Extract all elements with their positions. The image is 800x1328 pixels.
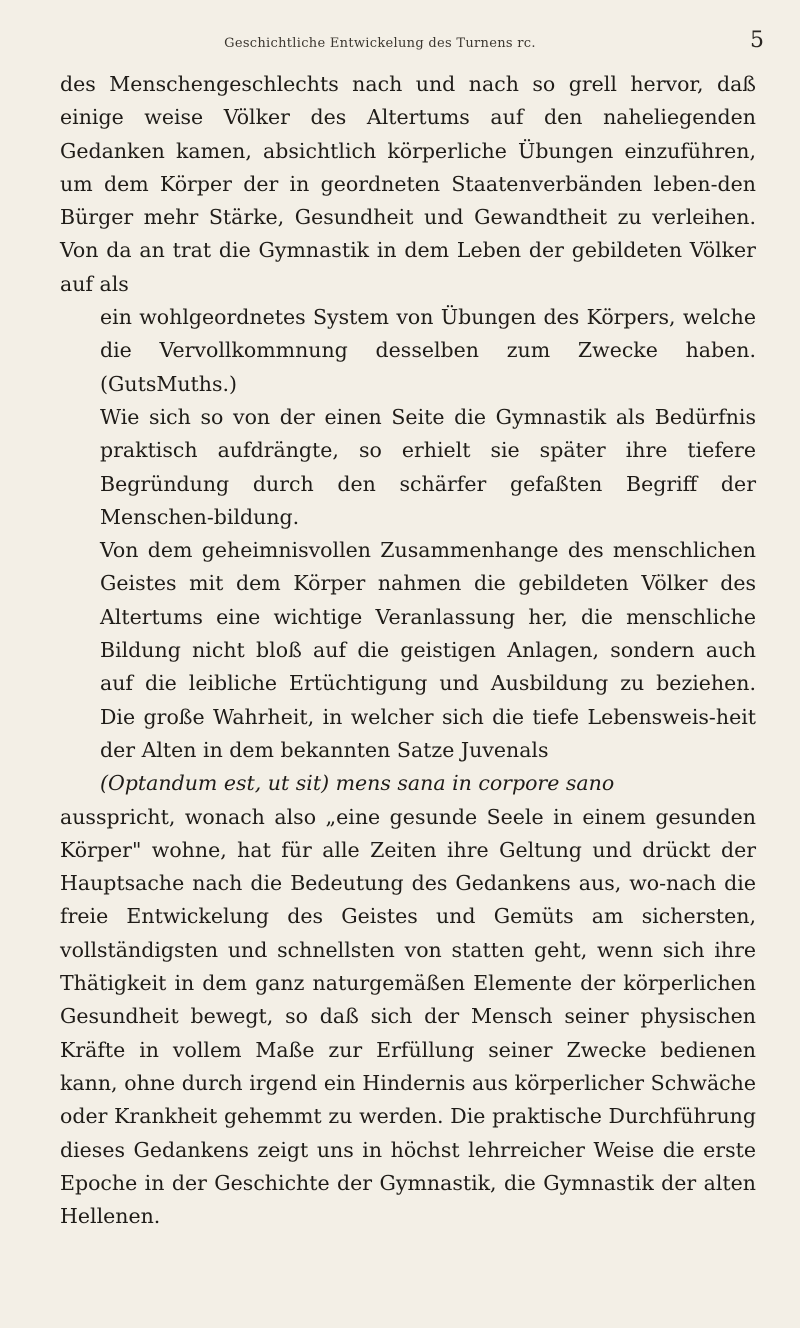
running-head: Geschichtliche Entwickelung des Turnens rc. [224, 36, 536, 51]
latin-quote: (Optandum est, ut sit) mens sana in corpore sano [100, 771, 615, 796]
body-text [60, 68, 756, 1233]
paragraph: des Menschengeschlechts nach und nach so grell hervor, daß einige weise Völker des Altertums auf den naheliegenden Gedanken kamen, absichtlich körperliche Übungen einzuführen, um dem Körper der in geordneten Staatenverbänden leben-den Bürger mehr Stärke, Gesundheit und Gewandtheit zu verleihen. Von da an trat die Gymnastik in dem Leben der gebildeten Völker auf als [60, 72, 756, 296]
definition-quote: ein wohlgeordnetes System von Übungen des Körpers, welche die Vervollkommnung desselben zum Zwecke haben. (GutsMuths.) [100, 305, 756, 396]
paragraph: Von dem geheimnisvollen Zusammenhange des menschlichen Geistes mit dem Körper nahmen die gebildeten Völker des Altertums eine wichtige Veranlassung her, die menschliche Bildung nicht bloß auf die geistigen Anlagen, sondern auch auf die leibliche Ertüchtigung und Ausbildung zu beziehen. Die große Wahrheit, in welcher sich die tiefe Lebensweis-heit der Alten in dem bekannten Satze Juvenals [100, 538, 756, 762]
page-header [0, 28, 800, 58]
paragraph: ausspricht, wonach also „eine gesunde Seele in einem gesunden Körper" wohne, hat für alle Zeiten ihre Geltung und drückt der Hauptsache nach die Bedeutung des Gedankens aus, wo-nach die freie Entwickelung des Geistes und Gemüts am sichersten, vollständigsten und schnellsten von statten geht, wenn sich ihre Thätigkeit in dem ganz naturgemäßen Elemente der körperlichen Gesundheit bewegt, so daß sich der Mensch seiner physischen Kräfte in vollem Maße zur Erfüllung seiner Zwecke bedienen kann, ohne durch irgend ein Hindernis aus körperlicher Schwäche oder Krankheit gehemmt zu werden. Die praktische Durchführung dieses Gedankens zeigt uns in höchst lehrreicher Weise die erste Epoche in der Geschichte der Gymnastik, die Gymnastik der alten Hellenen. [60, 804, 756, 1229]
page-number: 5 [750, 28, 764, 53]
paragraph: Wie sich so von der einen Seite die Gymnastik als Bedürfnis praktisch aufdrängte, so erhielt sie später ihre tiefere Begründung durch den schärfer gefaßten Begriff der Menschen-bildung. [100, 404, 756, 529]
